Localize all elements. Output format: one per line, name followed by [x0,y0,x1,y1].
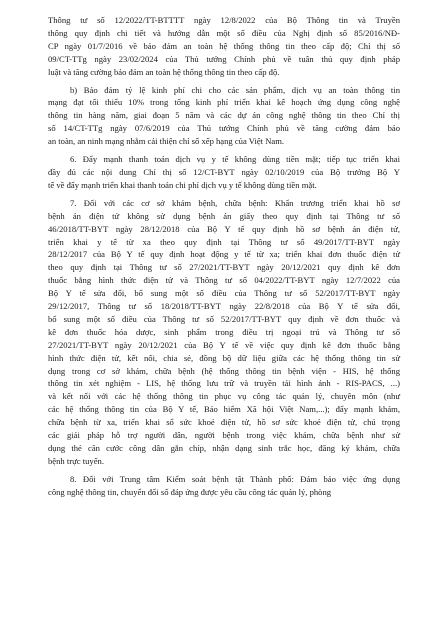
text-line: an toàn, an ninh mạng nhằm cải thiện chỉ số xếp hạng của Việt Nam. [48,136,285,147]
text-line: luật và tăng cường bảo đảm an toàn hệ thống thông tin theo cấp độ. [48,66,280,77]
text-line: 7. Đối với các cơ sở khám bệnh, chữa bệnh: Khẩn trương triển khai hồ sơ [70,197,400,208]
text-line: CP ngày 01/7/2016 về bảo đảm an toàn hệ thống thông tin theo cấp độ; Chỉ thị số [48,40,400,51]
text-line: và kết nối với các hệ thống thông tin phục vụ công tác quản lý, chuyên môn (như [48,391,400,402]
text-line: b) Bảo đảm tỷ lệ kinh phí chi cho các sản phẩm, dịch vụ an toàn thông tin [70,84,400,95]
text-line: số 14/CT-TTg ngày 07/6/2019 của Thủ tướng Chính phủ về tăng cường đảm bảo [48,123,400,134]
text-line: kê đơn thuốc hóa dược, sinh phẩm trong điều trị ngoại trú và Thông tư số [48,326,400,337]
paragraph-b [48,84,400,149]
text-line: 28/12/2017 của Bộ Y tế quy định hoạt động y tế từ xa; triển khai đơn thuốc điện tử [48,249,400,260]
text-line: dụng trong cơ sở khám, chữa bệnh (hệ thống thông tin bệnh viện - HIS, hệ thống [48,365,400,376]
text-line: thuốc bằng hình thức điện tử và Thông tư số 04/2022/TT-BYT ngày 12/7/2022 của [48,275,400,286]
text-line: mạng đạt tối thiểu 10% trong tổng kinh phí triển khai kế hoạch ứng dụng công nghệ [48,97,400,108]
text-line: thông tin xét nghiệm - LIS, hệ thống lưu trữ và truyền tải hình ảnh - RIS-PACS, ...) [48,378,400,389]
paragraph-intro [48,14,400,79]
text-line: các giải pháp hỗ trợ người dân, người bệnh trong việc khám, chữa bệnh như sử [48,430,400,441]
text-line: triển khai y tế từ xa theo quy định tại Thông tư số 49/2017/TT-BYT ngày [48,236,400,247]
paragraph-7 [48,197,400,468]
text-line: 6. Đẩy mạnh thanh toán dịch vụ y tế không dùng tiền mặt; tiếp tục triển khai [70,154,400,165]
text-line: thông quy định chi tiết và hướng dẫn một số điều của Nghị định số 85/2016/NĐ- [48,27,400,38]
text-line: 8. Đối với Trung tâm Kiểm soát bệnh tật Thành phố: Đảm bảo việc ứng dụng [70,473,400,484]
text-line: thông tin hàng năm, giai đoạn 5 năm và các dự án công nghệ thông tin theo Chỉ thị [48,110,400,121]
text-line: các hệ thống thông tin của Bộ Y tế, Bảo hiểm Xã hội Việt Nam,...); đẩy mạnh khám, [48,404,400,415]
text-line: 29/12/2017, Thông tư số 18/2018/TT-BYT ngày 22/8/2018 của Bộ Y tế sửa đổi, [48,301,400,312]
text-line: theo quy định tại Thông tư số 27/2021/TT-BYT ngày 20/12/2021 quy định kê đơn [48,262,400,273]
text-line: bổ sung một số điều của Thông tư số 52/2017/TT-BYT quy định về đơn thuốc và [48,313,400,324]
text-line: bệnh án điện tử không sử dụng bệnh án giấy theo quy định tại Thông tư số [48,210,400,221]
text-line: công nghệ thông tin, chuyển đổi số đáp ứng được yêu cầu công tác quản lý, phòng [48,486,332,497]
document-page [48,14,400,504]
text-line: chữa bệnh từ xa, triển khai sổ sức khoẻ điện tử, hồ sơ sức khoẻ điện tử, chú trọng [48,417,400,428]
text-line: đầy đủ các nội dung Chỉ thị số 12/CT-BYT ngày 02/10/2019 của Bộ trưởng Bộ Y [48,166,400,177]
text-line: 27/2021/TT-BYT ngày 20/12/2021 của Bộ Y tế về việc quy định kê đơn thuốc bằng [48,339,400,350]
text-line: dụng thẻ căn cước công dân gắn chíp, nhận dạng sinh trắc học, đăng ký khám, chữa [48,443,400,453]
text-line: hình thức điện tử, kết nối, chia sẻ, đồng bộ dữ liệu giữa các hệ thống thông tin sử [48,352,400,363]
text-line: 09/CT-TTg ngày 23/02/2024 của Thủ tướng Chính phủ về tuân thủ quy định pháp [48,53,400,64]
paragraph-6 [48,153,400,192]
text-line: Thông tư số 12/2022/TT-BTTTT ngày 12/8/2022 của Bộ Thông tin và Truyền [48,15,400,25]
text-line: 46/2018/TT-BYT ngày 28/12/2018 của Bộ Y tế quy định hồ sơ bệnh án điện tử, [48,223,400,234]
text-line: bệnh trực tuyến. [48,455,104,466]
text-line: Bộ Y tế sửa đổi, bổ sung một số điều của Thông tư số 52/2017/TT-BYT ngày [48,288,400,299]
text-line: tế về đẩy mạnh triển khai thanh toán chi phí dịch vụ y tế không dùng tiền mặt. [48,179,317,190]
paragraph-8 [48,473,400,499]
